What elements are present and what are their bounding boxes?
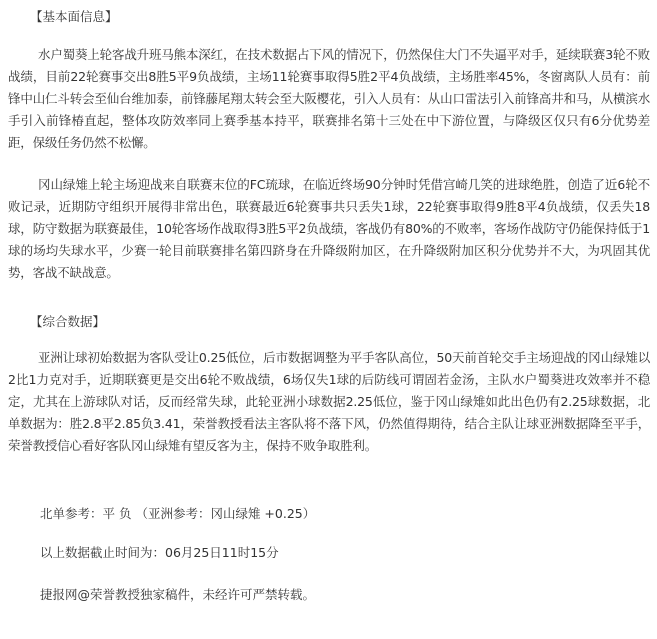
beidan-reference: 北单参考：平 负 （亚洲参考：冈山绿雉 +0.25）	[40, 506, 316, 521]
data-cutoff-time: 以上数据截止时间为：06月25日11时15分	[40, 545, 279, 560]
fundamentals-paragraph-mito: 水户蜀葵上轮客战升班马熊本深红，在技术数据占下风的情况下，仍然保住大门不失逼平对手，延续联赛3轮不败战绩，目前22轮赛事交出8胜5平9负战绩，主场11轮赛事取得5胜2平4负战绩，主场胜率45%，冬窗离队人员有：前锋中山仁斗转会至仙台维加泰，前锋藤尾翔太转会至大阪樱花，引入人员有：从山口雷法引入前锋高井和马，从横滨水手引入前锋椿直起，整体攻防效率同上赛季基本持平，联赛排名第十三处在中下游位置，与降级区仅只有6分优势差距，保级任务仍然不松懈。	[8, 47, 650, 150]
comprehensive-heading: 【综合数据】	[30, 314, 106, 329]
fundamentals-paragraph-okayama: 冈山绿雉上轮主场迎战来自联赛末位的FC琉球，在临近终场90分钟时凭借宫崎几笑的进球绝胜，创造了近6轮不败记录，近期防守组织开展得非常出色，联赛最近6轮赛事共只丢失1球，22轮赛事取得9胜8平4负战绩，仅丢失18球，防守数据为联赛最佳，10轮客场作战取得3胜5平2负战绩，客战仍有80%的不败率，客场作战防守仍能保持低于1球的场均失球水平，少赛一轮目前联赛排名第四跻身在升降级附加区，在升降级附加区积分优势并不大，为巩固其优势，客战不缺战意。	[8, 177, 650, 280]
comprehensive-paragraph: 亚洲让球初始数据为客队受让0.25低位，后市数据调整为平手客队高位，50天前首轮交手主场迎战的冈山绿雉以2比1力克对手，近期联赛更是交出6轮不败战绩，6场仅失1球的后防线可谓固若金汤，主队水户蜀葵进攻效率并不稳定，尤其在上游球队对话，反而经常失球，此轮亚洲小球数据2.25低位，鉴于冈山绿雉如此出色仍有2.25球数据，北单数据为：胜2.8平2.85负3.41，荣誉教授看法主客队将不落下风，仍然值得期待，结合主队让球亚洲数据降至平手，荣誉教授信心看好客队冈山绿雉有望反客为主，保持不败争取胜利。	[8, 350, 650, 453]
fundamentals-heading: 【基本面信息】	[30, 9, 118, 24]
copyright-notice: 捷报网@荣誉教授独家稿件，未经许可严禁转载。	[40, 587, 316, 602]
